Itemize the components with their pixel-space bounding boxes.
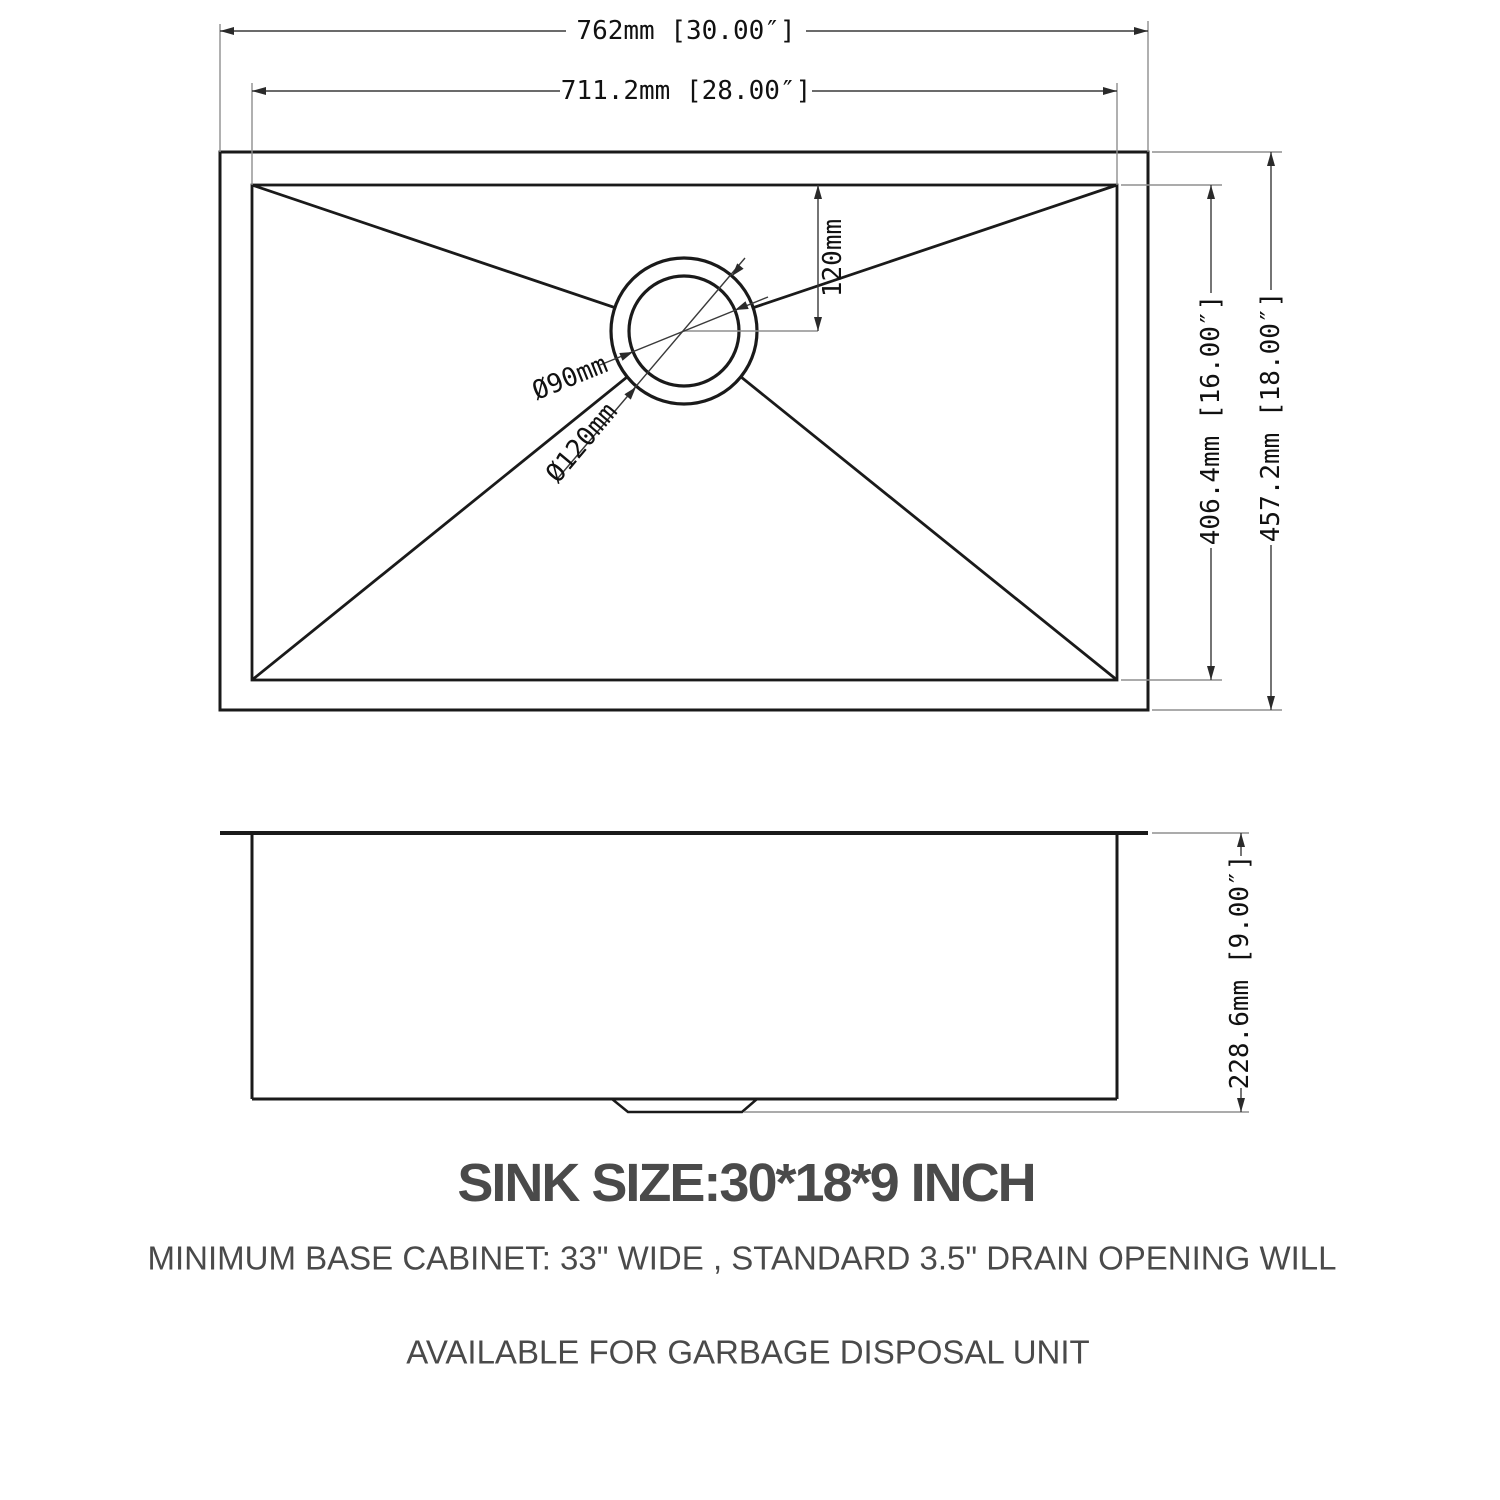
arrowhead-right: [1134, 27, 1148, 35]
arrowhead-outer-upper: [732, 263, 744, 276]
dim-side-height: [744, 833, 1255, 1112]
arrowhead-up: [814, 185, 822, 199]
arrowhead-up: [1267, 152, 1275, 166]
note-line-1: MINIMUM BASE CABINET: 33" WIDE , STANDARD 3.5" DRAIN OPENING WILL: [147, 1239, 1337, 1277]
inner-width-label: 711.2mm [28.00″]: [560, 76, 812, 106]
crease-bottom-right: [684, 331, 1117, 680]
arrowhead-up: [1237, 833, 1245, 847]
drain-offset-label: 120mm: [818, 218, 848, 298]
drain-inner-diameter-label: Ø90mm: [528, 349, 612, 407]
dim-inner-depth: [1121, 185, 1226, 680]
drain-outer-diameter-label: Ø120mm: [540, 397, 624, 489]
arrowhead-down: [1207, 666, 1215, 680]
outer-width-label: 762mm [30.00″]: [576, 16, 796, 46]
arrowhead-down: [1237, 1098, 1245, 1112]
arrowhead-down: [1267, 696, 1275, 710]
note-line-2: AVAILABLE FOR GARBAGE DISPOSAL UNIT: [406, 1333, 1090, 1371]
inner-depth-label: 406.4mm [16.00″]: [1196, 294, 1226, 546]
arrowhead-left: [252, 87, 266, 95]
arrowhead-down: [814, 317, 822, 331]
sink-size-title: SINK SIZE:30*18*9 INCH: [457, 1153, 1035, 1213]
arrowhead-up: [1207, 185, 1215, 199]
crease-bottom-left: [252, 331, 684, 680]
arrowhead-left: [220, 27, 234, 35]
sink-outer-rim: [220, 152, 1148, 710]
side-height-label: 228.6mm [9.00″]: [1225, 854, 1255, 1090]
top-view: [220, 152, 1148, 710]
drain-fitting: [612, 1099, 757, 1112]
arrowhead-right: [1103, 87, 1117, 95]
dim-inner-width: [252, 76, 1117, 185]
outer-depth-label: 457.2mm [18.00″]: [1256, 291, 1286, 543]
side-view: [220, 833, 1148, 1112]
notes-block: [147, 1153, 1336, 1371]
